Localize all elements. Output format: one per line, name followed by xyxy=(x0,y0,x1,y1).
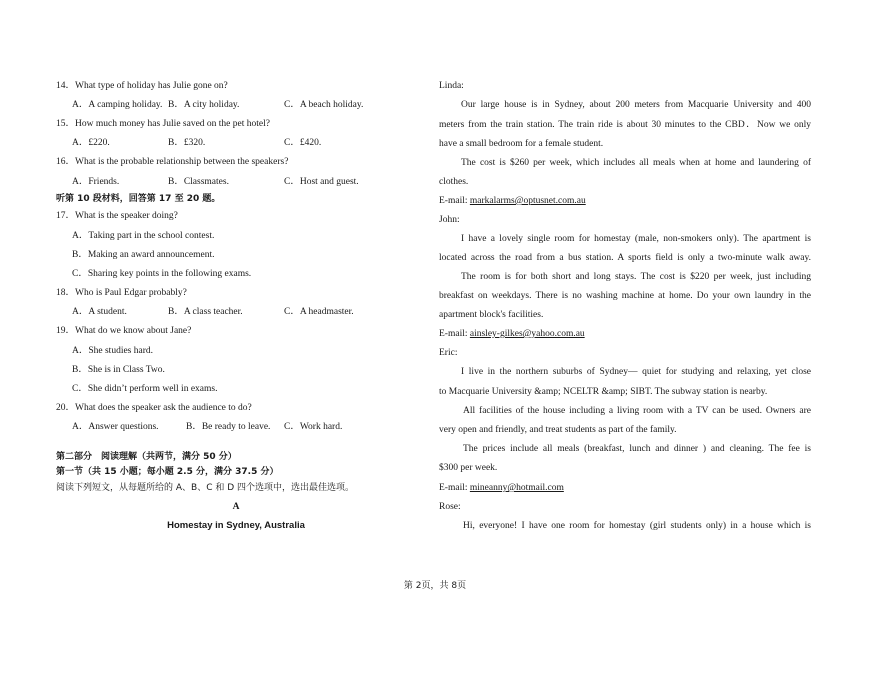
question-20-stem: 20．What does the speaker ask the audience to do? xyxy=(56,403,252,413)
question-15-stem: 15．How much money has Julie saved on the pet hotel? xyxy=(56,119,270,129)
eric-email-row xyxy=(439,482,564,494)
rose-paragraph-line: Hi, everyone! I have one room for homestay (girl students only) in a house which is xyxy=(463,521,811,531)
john-paragraph-line: The room is for both short and long stays. The cost is $220 per week, just including xyxy=(461,272,811,282)
passage-letter: A xyxy=(232,502,240,512)
eric-paragraph-line: The prices include all meals (breakfast, lunch and dinner ) and cleaning. The fee is xyxy=(463,444,811,454)
reading-instruction: 阅读下列短文，从每题所给的 A、B、C 和 D 四个选项中，选出最佳选项。 xyxy=(56,483,354,493)
q15-option-a: A．£220. xyxy=(72,138,110,148)
eric-email-link[interactable]: mineanny@hotmail.com xyxy=(469,483,564,493)
eric-paragraph-line: All facilities of the house including a living room with a TV can be used. Owners are xyxy=(463,406,811,416)
email-label: E-mail: xyxy=(439,196,468,206)
john-paragraph-line: located across the road from a bus station. A sports field is only a two-minute walk away. xyxy=(439,253,811,263)
q19-option-a: A．She studies hard. xyxy=(72,346,154,356)
q18-option-c: C．A headmaster. xyxy=(284,307,354,317)
linda-paragraph-line: meters from the train station. The train ride is about 30 minutes to the CBD．Now we only xyxy=(439,120,811,130)
q19-option-c: C．She didn’t perform well in exams. xyxy=(72,384,218,394)
question-19-stem: 19．What do we know about Jane? xyxy=(56,326,192,336)
email-label: E-mail: xyxy=(439,483,468,493)
q20-option-c: C．Work hard. xyxy=(284,422,343,432)
question-14-stem: 14．What type of holiday has Julie gone on? xyxy=(56,81,228,91)
q15-option-b: B．£320. xyxy=(168,138,206,148)
question-18-stem: 18．Who is Paul Edgar probably? xyxy=(56,288,187,298)
page-number: 第 2页，共 8页 xyxy=(403,581,467,591)
q14-option-c: C．A beach holiday. xyxy=(284,100,364,110)
q16-option-b: B．Classmates. xyxy=(168,177,229,187)
john-name: John: xyxy=(439,215,460,225)
eric-name: Eric: xyxy=(439,348,458,358)
q18-option-a: A．A student. xyxy=(72,307,127,317)
john-email-row xyxy=(439,328,585,340)
q17-option-b: B．Making an award announcement. xyxy=(72,250,215,260)
eric-paragraph-line: I live in the northern suburbs of Sydney— quiet for studying and relaxing, yet close xyxy=(461,367,811,377)
section-1-heading: 第一节（共 15 小题；每小题 2.5 分，满分 37.5 分） xyxy=(56,467,279,477)
q20-option-a: A．Answer questions. xyxy=(72,422,159,432)
john-paragraph-line: apartment block's facilities. xyxy=(439,310,544,320)
q17-option-a: A．Taking part in the school contest. xyxy=(72,231,215,241)
q14-option-a: A．A camping holiday. xyxy=(72,100,163,110)
q18-option-b: B．A class teacher. xyxy=(168,307,243,317)
linda-email-row xyxy=(439,195,586,207)
eric-paragraph-line: $300 per week. xyxy=(439,463,498,473)
passage-title: Homestay in Sydney, Australia xyxy=(167,520,305,531)
john-email-link[interactable]: ainsley-gilkes@yahoo.com.au xyxy=(469,329,585,339)
linda-paragraph-line: have a small bedroom for a female student. xyxy=(439,139,604,149)
john-paragraph-line: I have a lovely single room for homestay (male, non-smokers only). The apartment is xyxy=(461,234,811,244)
q17-option-c: C．Sharing key points in the following exams. xyxy=(72,269,252,279)
linda-paragraph-line: The cost is $260 per week, which includes all meals when at home and laundering of xyxy=(461,158,811,168)
question-17-stem: 17．What is the speaker doing? xyxy=(56,211,178,221)
eric-paragraph-line: very open and friendly, and treat students as part of the family. xyxy=(439,425,677,435)
q16-option-c: C．Host and guest. xyxy=(284,177,359,187)
q19-option-b: B．She is in Class Two. xyxy=(72,365,165,375)
part-2-heading: 第二部分 阅读理解（共两节，满分 50 分） xyxy=(56,452,237,462)
section-10-heading: 听第 10 段材料，回答第 17 至 20 题。 xyxy=(56,194,221,204)
linda-paragraph-line: clothes. xyxy=(439,177,469,187)
email-label: E-mail: xyxy=(439,329,468,339)
linda-paragraph-line: Our large house is in Sydney, about 200 meters from Macquarie University and 400 xyxy=(461,100,811,110)
q14-option-b: B．A city holiday. xyxy=(168,100,240,110)
question-16-stem: 16．What is the probable relationship between the speakers? xyxy=(56,157,289,167)
linda-email-link[interactable]: markalarms@optusnet.com.au xyxy=(469,196,586,206)
q15-option-c: C．£420. xyxy=(284,138,322,148)
john-paragraph-line: breakfast on weekdays. There is no washing machine at home. Do your own laundry in the xyxy=(439,291,811,301)
q20-option-b: B．Be ready to leave. xyxy=(186,422,271,432)
q16-option-a: A．Friends. xyxy=(72,177,120,187)
linda-name: Linda: xyxy=(439,81,464,91)
rose-name: Rose: xyxy=(439,502,461,512)
eric-paragraph-line: to Macquarie University &amp; NCELTR &amp; SIBT. The subway station is nearby. xyxy=(439,387,768,397)
